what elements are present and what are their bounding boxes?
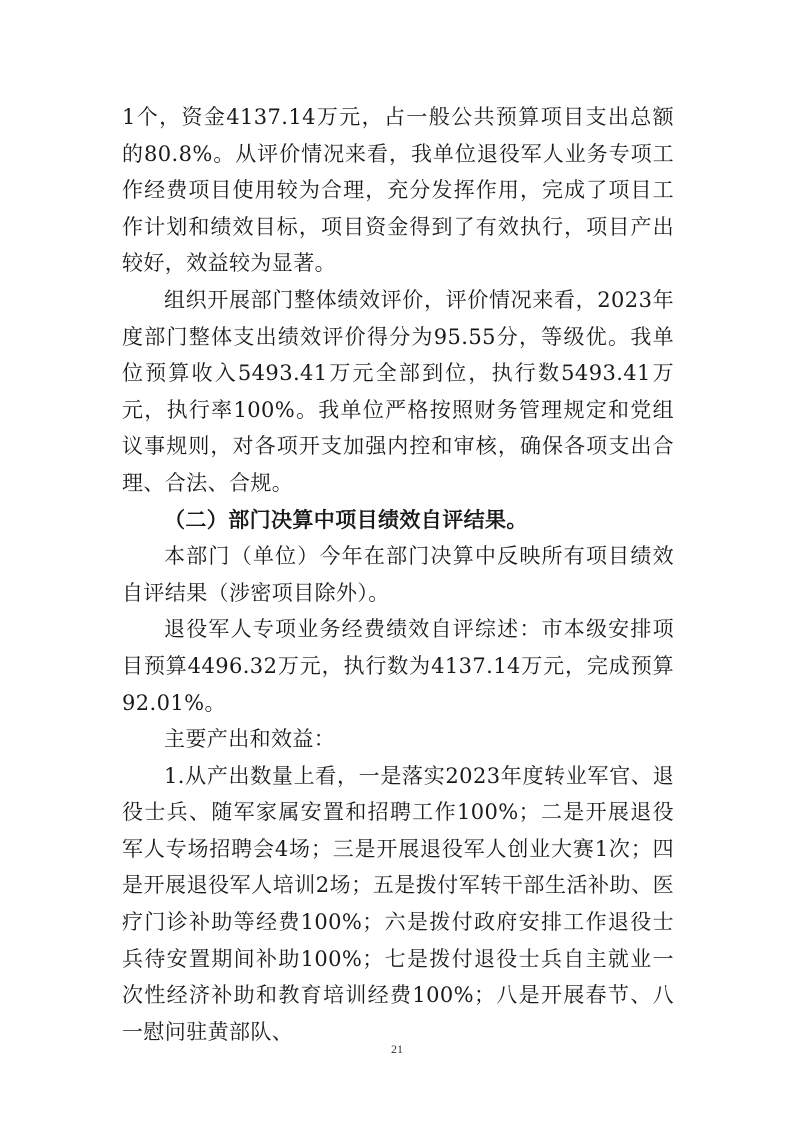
paragraph-overall-evaluation: 组织开展部门整体绩效评价，评价情况来看，2023年度部门整体支出绩效评价得分为95.55分，等级优。我单位预算收入5493.41万元全部到位，执行数5493.41万元，执行率100%。我单位严格按照财务管理规定和党组议事规则，对各项开支加强内控和审核，确保各项支出合理、合法、合规。 xyxy=(122,287,674,495)
document-body xyxy=(122,99,674,1050)
paragraph-scope: 本部门（单位）今年在部门决算中反映所有项目绩效自评结果（涉密项目除外）。 xyxy=(122,544,674,605)
paragraph-outputs-label: 主要产出和效益： xyxy=(164,727,336,752)
paragraph-summary: 退役军人专项业务经费绩效自评综述：市本级安排项目预算4496.32万元，执行数为4137.14万元，完成预算92.01%。 xyxy=(122,617,674,715)
section-heading: （二）部门决算中项目绩效自评结果。 xyxy=(164,506,528,532)
page-number: 21 xyxy=(391,1042,403,1056)
paragraph-continuation: 1个，资金4137.14万元，占一般公共预算项目支出总额的80.8%。从评价情况来看，我单位退役军人业务专项工作经费项目使用较为合理，充分发挥作用，完成了项目工作计划和绩效目标，项目资金得到了有效执行，项目产出较好，效益较为显著。 xyxy=(122,105,674,276)
paragraph-output-quantity: 1.从产出数量上看，一是落实2023年度转业军官、退役士兵、随军家属安置和招聘工作100%；二是开展退役军人专场招聘会4场；三是开展退役军人创业大赛1次；四是开展退役军人培训2场；五是拨付军转干部生活补助、医疗门诊补助等经费100%；六是拨付政府安排工作退役士兵待安置期间补助100%；七是拨付退役士兵自主就业一次性经济补助和教育培训经费100%；八是开展春节、八一慰问驻黄部队、 xyxy=(122,763,674,1044)
